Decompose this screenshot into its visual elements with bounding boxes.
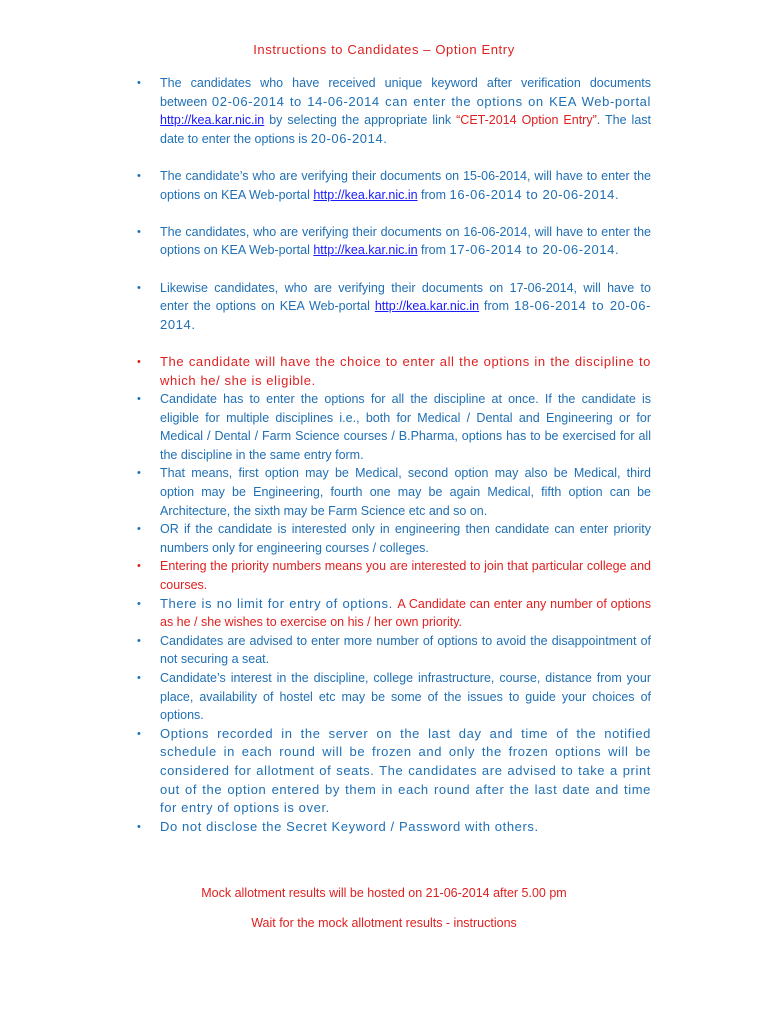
list-item: • That means, first option may be Medical, second option may also be Medical, third option may be Engineering, fourth one may be again Medical, fifth option can be Architecture, the sixth may be Farm Science etc and so on. [137, 466, 651, 518]
kea-portal-link[interactable]: http://kea.kar.nic.in [374, 299, 480, 314]
list-item: • The candidates, who are verifying their documents on 16-06-2014, will have to enter the options on KEA Web-portal http://kea.kar.nic.in from 17-06-2014 to 20-06-2014. [137, 224, 651, 258]
bullet-icon: • [137, 77, 141, 89]
bullet-icon: • [137, 355, 141, 368]
bullet-icon: • [137, 597, 141, 610]
list-item: • Likewise candidates, who are verifying their documents on 17-06-2014, will have to enter the options on KEA Web-portal http://kea.kar.nic.in from 18-06-2014 to 20-06-2014. [137, 280, 651, 332]
bullet-icon: • [137, 727, 141, 740]
mock-allotment-notice: Mock allotment results will be hosted on 21-06-2014 after 5.00 pm [201, 886, 567, 900]
list-item: • Candidate has to enter the options for all the discipline at once. If the candidate is eligible for multiple disciplines i.e., both for Medical / Dental and Engineering or for Medical / Dental / Farm Science courses / B.Pharma, options has to be exercised for all the discipline in the same entry form. [137, 392, 651, 462]
list-item: • The candidate will have the choice to enter all the options in the discipline to which he/ she is eligible. [137, 353, 651, 388]
list-item: • Entering the priority numbers means you are interested to join that particular college and courses. [137, 559, 651, 593]
bullet-icon: • [137, 672, 141, 684]
list-item: • Do not disclose the Secret Keyword / Password with others. [137, 818, 651, 837]
list-item: • Options recorded in the server on the last day and time of the notified schedule in each round will be frozen and only the frozen options will be considered for allotment of seats. The candidates are advised to take a print out of the option entered by them in each round after the last date and time for entry of options is over. [137, 725, 651, 816]
page-title: Instructions to Candidates – Option Entry [253, 42, 515, 57]
list-item: • The candidate’s who are verifying their documents on 15-06-2014, will have to enter the options on KEA Web-portal http://kea.kar.nic.in from 16-06-2014 to 20-06-2014. [137, 168, 651, 202]
bullet-icon: • [137, 467, 141, 480]
list-item: • Candidates are advised to enter more number of options to avoid the disappointment of not securing a seat. [137, 633, 651, 667]
bullet-icon: • [137, 225, 141, 238]
bullet-icon: • [137, 634, 141, 647]
bullet-icon: • [137, 820, 141, 833]
list-item: • There is no limit for entry of options. A Candidate can enter any number of options as he / she wishes to exercise on his / her own priority. [137, 595, 651, 630]
bullet-icon: • [137, 560, 141, 573]
bullet-icon: • [137, 169, 141, 182]
instructions-list [137, 74, 651, 836]
kea-portal-link[interactable]: http://kea.kar.nic.in [160, 113, 265, 128]
bullet-icon: • [137, 523, 141, 536]
list-item: • The candidates who have received unique keyword after verification documents between 02-06-2014 to 14-06-2014 can enter the options on KEA Web-portal http://kea.kar.nic.in by selecting the appropriate link “CET-2014 Option Entry”. The last date to enter the options is 20-06-2014. [137, 76, 651, 146]
kea-portal-link[interactable]: http://kea.kar.nic.in [313, 243, 418, 258]
list-item: • OR if the candidate is interested only in engineering then candidate can enter priority numbers only for engineering courses / colleges. [137, 522, 651, 555]
kea-portal-link[interactable]: http://kea.kar.nic.in [313, 187, 418, 202]
bullet-icon: • [137, 393, 141, 406]
list-item: • Candidate’s interest in the discipline, college infrastructure, course, distance from your place, availability of hostel etc may be some of the issues to guide your choices of options. [137, 671, 651, 723]
wait-instructions-notice: Wait for the mock allotment results - instructions [251, 916, 517, 930]
bullet-icon: • [137, 281, 141, 294]
